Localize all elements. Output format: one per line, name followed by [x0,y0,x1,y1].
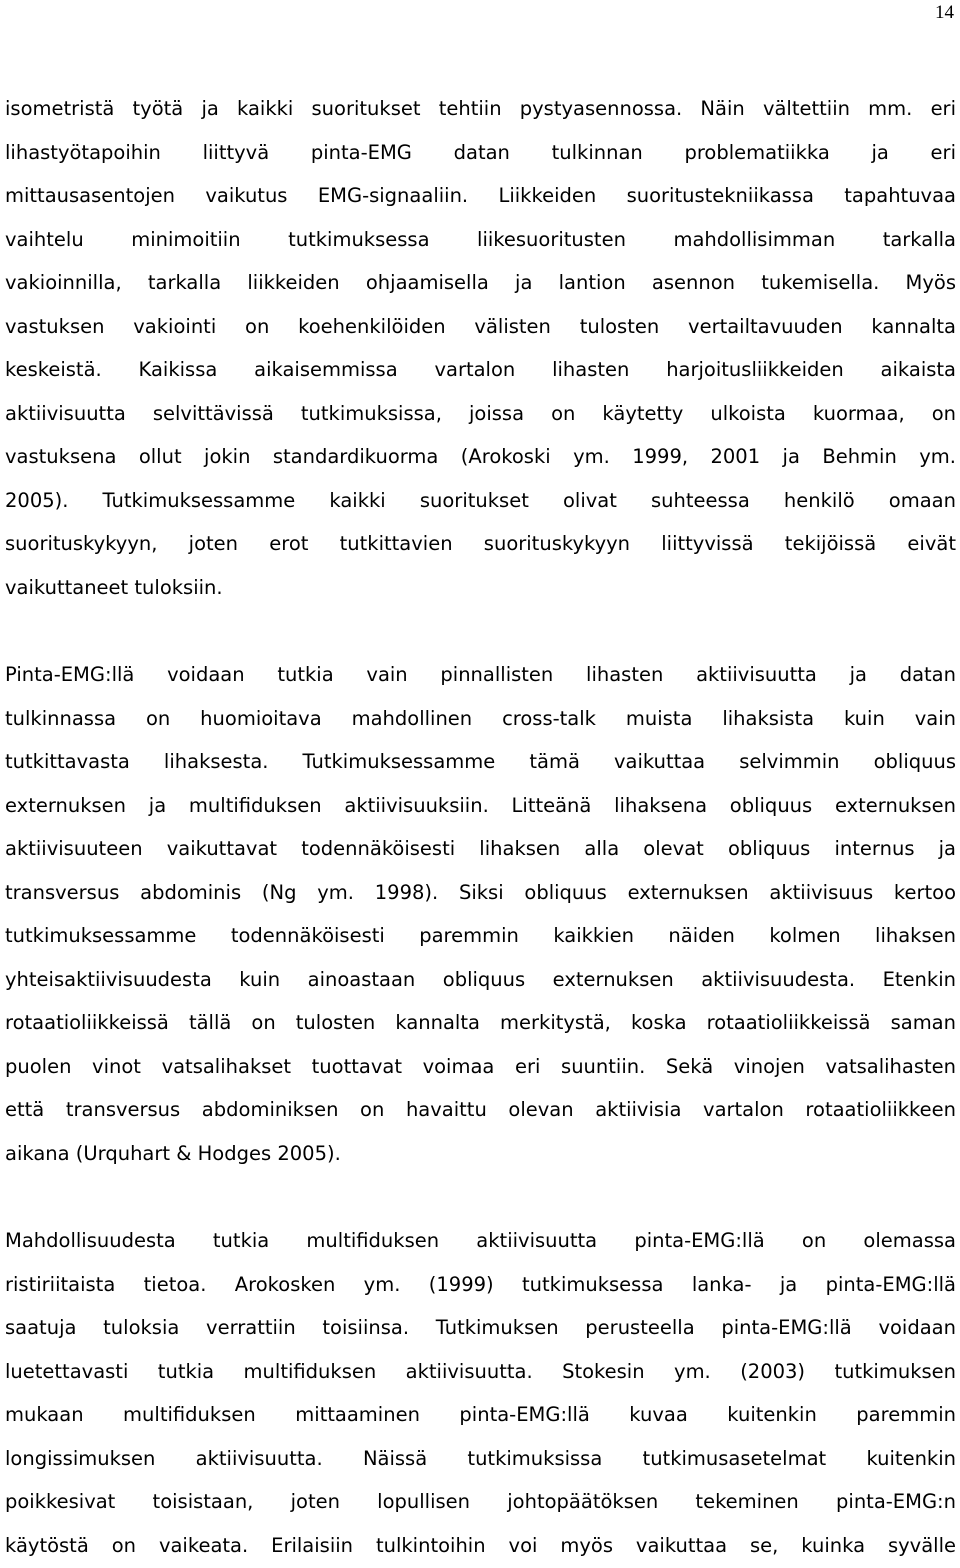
text-line: aktiivisuutta selvittävissä tutkimuksissa, joissa on käytetty ulkoista kuormaa, on [5,401,956,425]
document-body [5,87,956,1567]
paragraph-cross-talk [5,653,956,1175]
text-line: poikkesivat toisistaan, joten lopullisen johtopäätöksen tekeminen pinta-EMG:n [5,1490,956,1513]
paragraph-spacer [5,609,956,653]
text-line: longissimuksen aktiivisuutta. Näissä tutkimuksissa tutkimusasetelmat kuitenkin [5,1446,956,1470]
page-number: 14 [935,2,954,23]
text-line: Mahdollisuudesta tutkia multifiduksen aktiivisuutta pinta-EMG:llä on olemassa [5,1229,956,1252]
text-line: että transversus abdominiksen on havaittu olevan aktiivisia vartalon rotaatioliikkeen [5,1098,956,1121]
text-line: vaihtelu minimoitiin tutkimuksessa liikesuoritusten mahdollisimman tarkalla [5,227,956,251]
text-line: transversus abdominis (Ng ym. 1998). Siksi obliquus externuksen aktiivisuus kertoo [5,880,956,904]
text-line: vakioinnilla, tarkalla liikkeiden ohjaamisella ja lantion asennon tukemisella. Myös [5,271,956,294]
paragraph-measurement-setup [5,87,956,609]
text-line: isometristä työtä ja kaikki suoritukset tehtiin pystyasennossa. Näin vältettiin mm. eri [5,97,956,120]
text-line: ristiriitaista tietoa. Arokosken ym. (1999) tutkimuksessa lanka- ja pinta-EMG:llä [5,1272,956,1296]
text-line: tutkittavasta lihaksesta. Tutkimuksessamme tämä vaikuttaa selvimmin obliquus [5,750,956,773]
text-line: luetettavasti tutkia multifiduksen aktiivisuutta. Stokesin ym. (2003) tutkimuksen [5,1359,956,1383]
text-line: tutkimuksessamme todennäköisesti paremmin kaikkien näiden kolmen lihaksen [5,924,956,947]
text-line: vaikuttaneet tuloksiin. [5,575,223,599]
text-line: vastuksen vakiointi on koehenkilöiden välisten tulosten vertailtavuuden kannalta [5,314,956,338]
text-line: lihastyötapoihin liittyvä pinta-EMG datan tulkinnan problematiikka ja eri [5,140,956,164]
text-line: keskeistä. Kaikissa aikaisemmissa vartalon lihasten harjoitusliikkeiden aikaista [5,358,956,381]
text-line: rotaatioliikkeissä tällä on tulosten kannalta merkitystä, koska rotaatioliikkeissä saman [5,1011,956,1034]
text-line: vastuksena ollut jokin standardikuorma (Arokoski ym. 1999, 2001 ja Behmin ym. [5,445,956,468]
paragraph-multifidus [5,1219,956,1567]
text-line: externuksen ja multifiduksen aktiivisuuksiin. Litteänä lihaksena obliquus externuksen [5,793,956,817]
text-line: mittausasentojen vaikutus EMG-signaaliin. Liikkeiden suoritustekniikassa tapahtuvaa [5,184,956,207]
text-line: tulkinnassa on huomioitava mahdollinen cross-talk muista lihaksista kuin vain [5,706,956,730]
paragraph-spacer [5,1175,956,1219]
text-line: puolen vinot vatsalihakset tuottavat voimaa eri suuntiin. Sekä vinojen vatsalihasten [5,1054,956,1078]
text-line: Pinta-EMG:llä voidaan tutkia vain pinnallisten lihasten aktiivisuutta ja datan [5,663,956,686]
text-line: suorituskykyyn, joten erot tutkittavien suorituskykyyn liittyvissä tekijöissä eivät [5,532,956,555]
text-line: 2005). Tutkimuksessamme kaikki suoritukset olivat suhteessa henkilö omaan [5,488,956,512]
text-line: käytöstä on vaikeata. Erilaisiin tulkintoihin voi myös vaikuttaa se, kuinka syvälle [5,1533,956,1557]
text-line: mukaan multifiduksen mittaaminen pinta-EMG:llä kuvaa kuitenkin paremmin [5,1403,956,1426]
text-line: saatuja tuloksia verrattiin toisiinsa. Tutkimuksen perusteella pinta-EMG:llä voidaan [5,1316,956,1339]
text-line: yhteisaktiivisuudesta kuin ainoastaan obliquus externuksen aktiivisuudesta. Etenkin [5,967,956,991]
text-line: aikana (Urquhart & Hodges 2005). [5,1141,341,1165]
text-line: aktiivisuuteen vaikuttavat todennäköisesti lihaksen alla olevat obliquus internus ja [5,837,956,860]
